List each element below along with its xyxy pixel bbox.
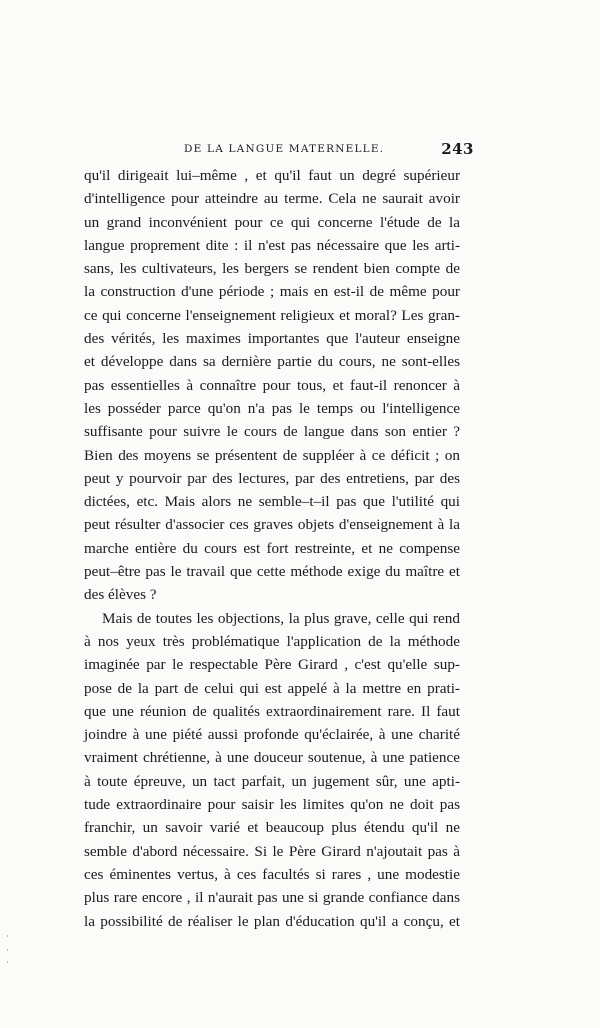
text-line: pose de la part de celui qui est appelé à la mettre en prati- xyxy=(84,679,460,697)
text-line: peut–être pas le travail que cette méthode exige du maître et xyxy=(84,563,460,581)
text-line: franchir, un savoir varié et beaucoup plus étendu qu'il ne xyxy=(84,819,460,837)
scan-specks xyxy=(6,935,10,965)
scan-speck xyxy=(7,961,8,963)
text-line: la possibilité de réaliser le plan d'éducation qu'il a conçu, et xyxy=(84,912,460,930)
running-title: DE LA LANGUE MATERNELLE. xyxy=(184,143,385,155)
running-head xyxy=(84,140,474,160)
text-line: et développe dans sa dernière partie du cours, ne sont-elles xyxy=(84,353,460,371)
body-text xyxy=(84,164,460,933)
text-line: imaginée par le respectable Père Girard , c'est qu'elle sup- xyxy=(84,656,460,674)
text-line: Mais de toutes les objections, la plus grave, celle qui rend xyxy=(102,609,460,627)
text-line: pas essentielles à connaître pour tous, et faut-il renoncer à xyxy=(84,376,460,394)
text-line: vraiment chrétienne, à une douceur soutenue, à une patience xyxy=(84,749,460,767)
text-line: à nos yeux très problématique l'application de la méthode xyxy=(84,632,460,650)
text-line: tude extraordinaire pour saisir les limites qu'on ne doit pas xyxy=(84,796,460,814)
text-line: ce qui concerne l'enseignement religieux et moral? Les gran- xyxy=(84,306,460,324)
text-line: la construction d'une période ; mais en est-il de même pour xyxy=(84,283,460,301)
text-line: peut résulter d'associer ces graves objets d'enseignement à la xyxy=(84,516,460,534)
scan-speck xyxy=(7,935,8,937)
text-line: des élèves ? xyxy=(84,586,157,604)
text-line: qu'il dirigeait lui–même , et qu'il faut un degré supérieur xyxy=(84,167,460,184)
text-line: suffisante pour suivre le cours de langue dans son entier ? xyxy=(84,423,460,441)
text-line: plus rare encore , il n'aurait pas une si grande confiance dans xyxy=(84,889,460,907)
text-line: à toute épreuve, un tact parfait, un jugement sûr, une apti- xyxy=(84,772,460,790)
text-line: semble d'abord nécessaire. Si le Père Girard n'ajoutait pas à xyxy=(84,842,460,860)
text-line: peut y pourvoir par des lectures, par des entretiens, par des xyxy=(84,469,460,487)
scan-speck xyxy=(7,949,8,951)
paragraph-2 xyxy=(84,607,460,933)
page-number: 243 xyxy=(441,140,474,158)
text-line: langue proprement dite : il n'est pas nécessaire que les arti- xyxy=(84,236,460,254)
text-line: que une réunion de qualités extraordinairement rare. Il faut xyxy=(84,702,460,720)
text-line: ces éminentes vertus, à ces facultés si rares , une modestie xyxy=(84,865,460,883)
text-line: sans, les cultivateurs, les bergers se rendent bien compte de xyxy=(84,260,460,278)
text-line: Bien des moyens se présentent de suppléer à ce déficit ; on xyxy=(84,446,460,464)
text-line: les posséder parce qu'on n'a pas le temps ou l'intelligence xyxy=(84,399,460,417)
text-line: marche entière du cours est fort restreinte, et ne compense xyxy=(84,539,460,557)
text-line: des vérités, les maximes importantes que l'auteur enseigne xyxy=(84,330,460,348)
text-line: d'intelligence pour atteindre au terme. Cela ne saurait avoir xyxy=(84,190,460,208)
text-line: dictées, etc. Mais alors ne semble–t–il pas que l'utilité qui xyxy=(84,493,460,511)
paragraph-1 xyxy=(84,164,460,607)
text-line: un grand inconvénient pour ce qui concerne l'étude de la xyxy=(84,213,460,231)
text-line: joindre à une piété aussi profonde qu'éclairée, à une charité xyxy=(84,726,460,744)
